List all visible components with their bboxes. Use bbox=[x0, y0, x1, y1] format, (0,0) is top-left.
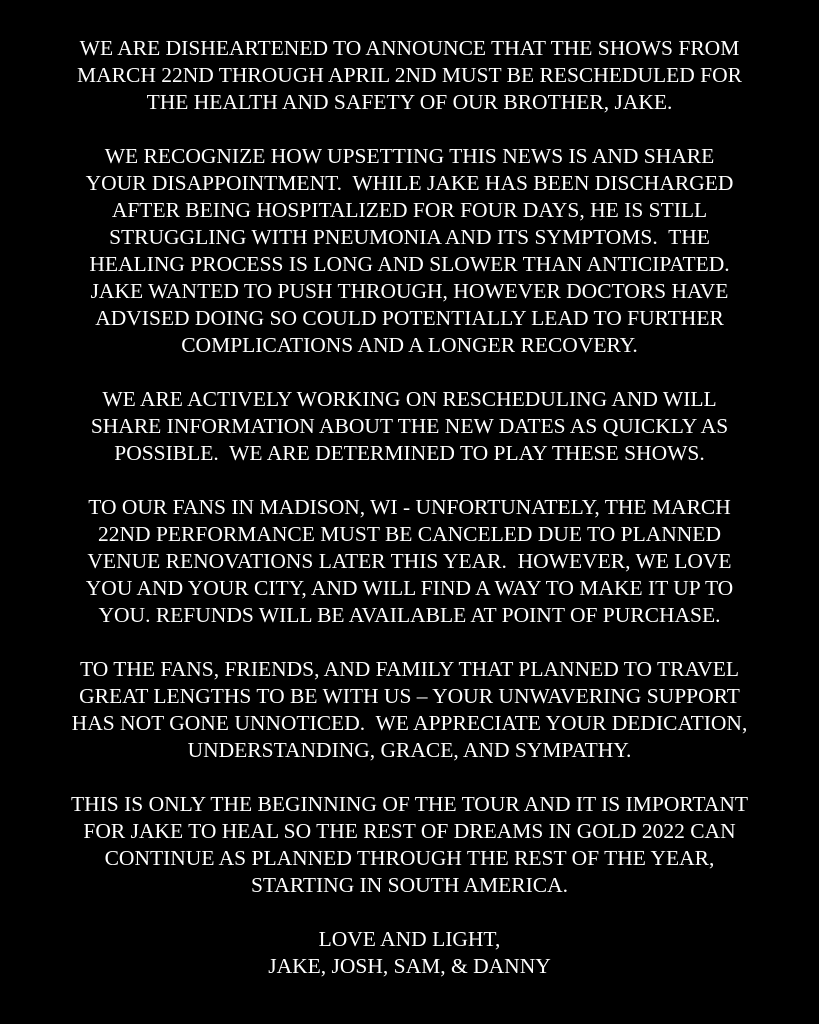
text-line: TO THE FANS, FRIENDS, AND FAMILY THAT PLANNED TO TRAVEL bbox=[79, 657, 740, 681]
paragraph-new-dates bbox=[0, 386, 819, 467]
text-line: JAKE WANTED TO PUSH THROUGH, HOWEVER DOCTORS HAVE bbox=[90, 279, 729, 303]
text-line: WE RECOGNIZE HOW UPSETTING THIS NEWS IS AND SHARE bbox=[104, 144, 715, 168]
paragraph-tour-continues bbox=[0, 791, 819, 899]
text-line: COMPLICATIONS AND A LONGER RECOVERY. bbox=[181, 333, 638, 357]
paragraph-madison bbox=[0, 494, 819, 629]
text-line: VENUE RENOVATIONS LATER THIS YEAR. HOWEVER, WE LOVE bbox=[87, 549, 732, 573]
text-line: WE ARE ACTIVELY WORKING ON RESCHEDULING AND WILL bbox=[102, 387, 717, 411]
text-line: CONTINUE AS PLANNED THROUGH THE REST OF THE YEAR, bbox=[104, 846, 715, 870]
announcement-statement bbox=[0, 35, 819, 980]
text-line: 22ND PERFORMANCE MUST BE CANCELED DUE TO PLANNED bbox=[98, 522, 721, 546]
paragraph-reschedule bbox=[0, 35, 819, 116]
text-line: POSSIBLE. WE ARE DETERMINED TO PLAY THESE SHOWS. bbox=[114, 441, 705, 465]
text-line: SHARE INFORMATION ABOUT THE NEW DATES AS QUICKLY AS bbox=[90, 414, 729, 438]
paragraph-fans-thanks bbox=[0, 656, 819, 764]
text-line: YOU AND YOUR CITY, AND WILL FIND A WAY TO MAKE IT UP TO bbox=[85, 576, 734, 600]
text-line: FOR JAKE TO HEAL SO THE REST OF DREAMS IN GOLD 2022 CAN bbox=[83, 819, 736, 843]
text-line: STARTING IN SOUTH AMERICA. bbox=[250, 873, 569, 897]
text-line: AFTER BEING HOSPITALIZED FOR FOUR DAYS, HE IS STILL bbox=[111, 198, 708, 222]
text-line: STRUGGLING WITH PNEUMONIA AND ITS SYMPTOMS. THE bbox=[109, 225, 710, 249]
text-line: UNDERSTANDING, GRACE, AND SYMPATHY. bbox=[187, 738, 632, 762]
text-line: MARCH 22ND THROUGH APRIL 2ND MUST BE RESCHEDULED FOR bbox=[77, 63, 742, 87]
signoff bbox=[0, 926, 819, 980]
text-line: HEALING PROCESS IS LONG AND SLOWER THAN ANTICIPATED. bbox=[89, 252, 730, 276]
text-line: WE ARE DISHEARTENED TO ANNOUNCE THAT THE SHOWS FROM bbox=[79, 36, 740, 60]
text-line: ADVISED DOING SO COULD POTENTIALLY LEAD TO FURTHER bbox=[95, 306, 724, 330]
signoff-closing: LOVE AND LIGHT, bbox=[318, 927, 501, 951]
signoff-signatories: JAKE, JOSH, SAM, & DANNY bbox=[268, 954, 551, 978]
text-line: HAS NOT GONE UNNOTICED. WE APPRECIATE YOUR DEDICATION, bbox=[71, 711, 748, 735]
text-line: YOUR DISAPPOINTMENT. WHILE JAKE HAS BEEN DISCHARGED bbox=[85, 171, 734, 195]
text-line: THIS IS ONLY THE BEGINNING OF THE TOUR AND IT IS IMPORTANT bbox=[70, 792, 749, 816]
paragraph-health-update bbox=[0, 143, 819, 359]
text-line: TO OUR FANS IN MADISON, WI - UNFORTUNATELY, THE MARCH bbox=[88, 495, 731, 519]
text-line: YOU. REFUNDS WILL BE AVAILABLE AT POINT OF PURCHASE. bbox=[98, 603, 721, 627]
text-line: THE HEALTH AND SAFETY OF OUR BROTHER, JAKE. bbox=[146, 90, 673, 114]
text-line: GREAT LENGTHS TO BE WITH US – YOUR UNWAVERING SUPPORT bbox=[79, 684, 740, 708]
